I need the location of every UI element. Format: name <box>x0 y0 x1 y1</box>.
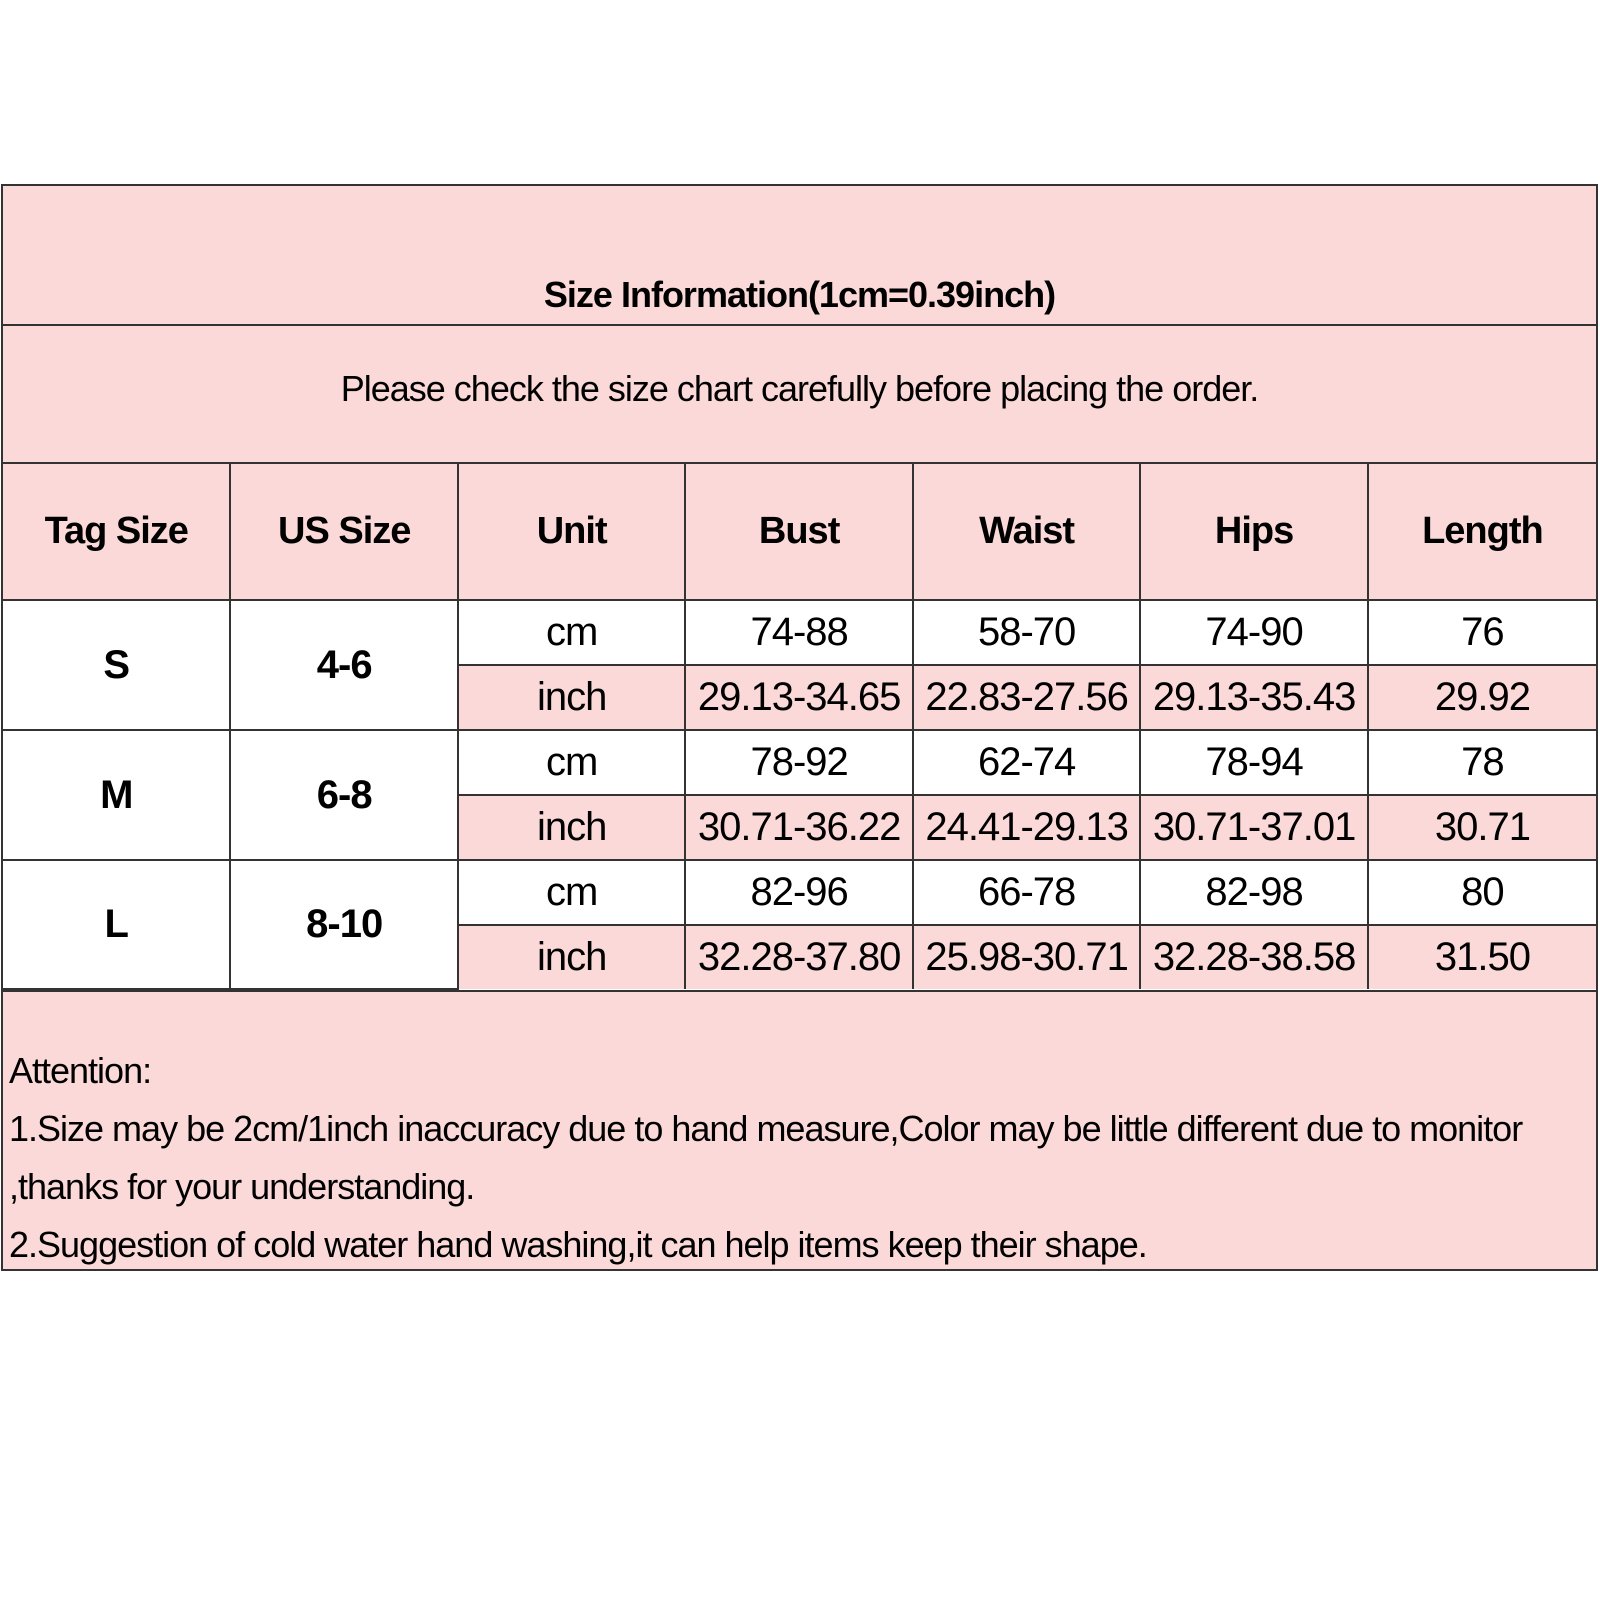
attention-line-2: 2.Suggestion of cold water hand washing,it can help items keep their shape. <box>9 1224 1147 1265</box>
hips-cell: 78-94 <box>1140 730 1367 795</box>
hips-cell: 82-98 <box>1140 860 1367 925</box>
bust-cell: 32.28-37.80 <box>685 925 912 989</box>
length-cell: 80 <box>1368 860 1596 925</box>
hips-cell: 74-90 <box>1140 600 1367 665</box>
us-size-cell: 6-8 <box>230 730 457 860</box>
bust-cell: 29.13-34.65 <box>685 665 912 730</box>
attention-heading: Attention: <box>9 1050 152 1091</box>
unit-cell: inch <box>458 925 685 989</box>
header-bust: Bust <box>685 464 912 600</box>
header-tag-size: Tag Size <box>3 464 230 600</box>
hips-cell: 29.13-35.43 <box>1140 665 1367 730</box>
length-cell: 29.92 <box>1368 665 1596 730</box>
attention-notes <box>3 990 1596 1269</box>
header-length: Length <box>1368 464 1596 600</box>
size-chart-sheet <box>1 184 1598 1271</box>
header-waist: Waist <box>913 464 1140 600</box>
us-size-cell: 8-10 <box>230 860 457 989</box>
size-chart-title: Size Information(1cm=0.39inch) <box>3 186 1596 326</box>
length-cell: 31.50 <box>1368 925 1596 989</box>
us-size-cell: 4-6 <box>230 600 457 730</box>
waist-cell: 58-70 <box>913 600 1140 665</box>
header-us-size: US Size <box>230 464 457 600</box>
table-row <box>3 600 1596 665</box>
unit-cell: cm <box>458 730 685 795</box>
waist-cell: 25.98-30.71 <box>913 925 1140 989</box>
waist-cell: 62-74 <box>913 730 1140 795</box>
unit-cell: inch <box>458 795 685 860</box>
table-header-row <box>3 464 1596 600</box>
length-cell: 30.71 <box>1368 795 1596 860</box>
waist-cell: 24.41-29.13 <box>913 795 1140 860</box>
length-cell: 78 <box>1368 730 1596 795</box>
tag-size-cell: M <box>3 730 230 860</box>
header-hips: Hips <box>1140 464 1367 600</box>
waist-cell: 66-78 <box>913 860 1140 925</box>
bust-cell: 82-96 <box>685 860 912 925</box>
size-chart-notice: Please check the size chart carefully before placing the order. <box>3 326 1596 464</box>
unit-cell: cm <box>458 860 685 925</box>
tag-size-cell: L <box>3 860 230 989</box>
table-row <box>3 860 1596 925</box>
waist-cell: 22.83-27.56 <box>913 665 1140 730</box>
unit-cell: inch <box>458 665 685 730</box>
bust-cell: 74-88 <box>685 600 912 665</box>
header-unit: Unit <box>458 464 685 600</box>
bust-cell: 30.71-36.22 <box>685 795 912 860</box>
unit-cell: cm <box>458 600 685 665</box>
tag-size-cell: S <box>3 600 230 730</box>
hips-cell: 30.71-37.01 <box>1140 795 1367 860</box>
bust-cell: 78-92 <box>685 730 912 795</box>
size-table <box>3 464 1596 990</box>
table-row <box>3 730 1596 795</box>
hips-cell: 32.28-38.58 <box>1140 925 1367 989</box>
attention-line-1: 1.Size may be 2cm/1inch inaccuracy due to hand measure,Color may be little different due to monitor ,thanks for your understanding. <box>9 1108 1523 1207</box>
length-cell: 76 <box>1368 600 1596 665</box>
